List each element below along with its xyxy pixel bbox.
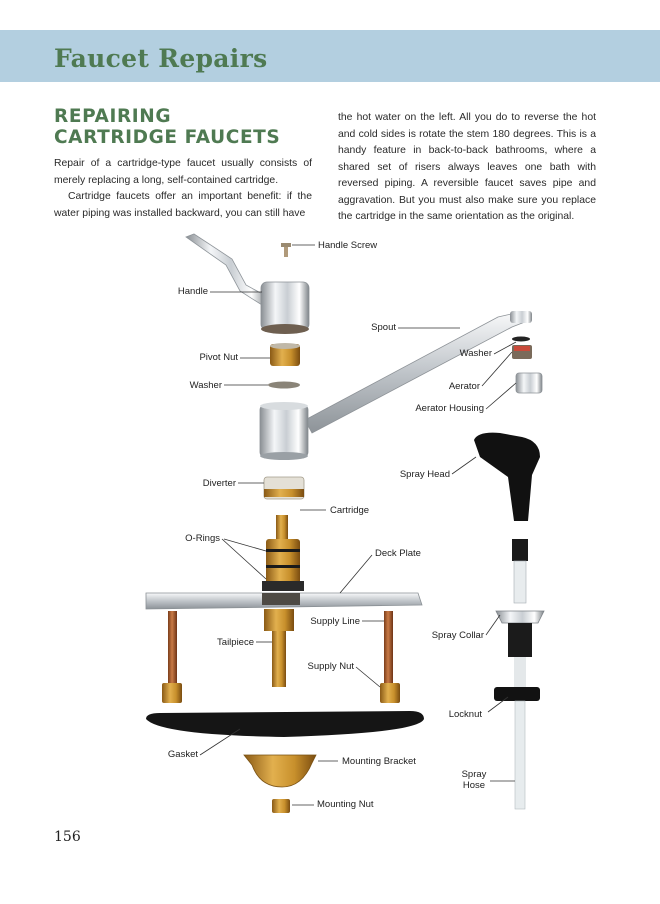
label-mounting-nut: Mounting Nut — [317, 799, 374, 810]
label-washer-right: Washer — [459, 348, 492, 359]
body-paragraph-2-start: Cartridge faucets offer an important benefit: if the water piping was installed backward, you can still have — [54, 191, 312, 219]
gasket-part — [146, 711, 424, 737]
aerator-part — [512, 345, 532, 359]
label-mounting-bracket: Mounting Bracket — [342, 756, 416, 767]
section-heading — [54, 106, 280, 148]
mounting-nut-part — [272, 799, 290, 813]
faucet-parts-illustration — [0, 225, 660, 825]
body-column-right — [338, 110, 596, 226]
label-gasket: Gasket — [167, 749, 198, 760]
label-aerator: Aerator — [448, 381, 480, 392]
label-washer-left: Washer — [189, 380, 222, 391]
label-spout: Spout — [371, 322, 396, 333]
label-cartridge: Cartridge — [330, 505, 370, 516]
label-spray-head: Spray Head — [399, 469, 450, 480]
section-heading-line2: CARTRIDGE FAUCETS — [54, 127, 281, 148]
mounting-bracket-part — [244, 755, 316, 787]
chapter-title: Faucet Repairs — [54, 44, 268, 73]
label-supply-nut: Supply Nut — [307, 661, 354, 672]
body-column-left — [54, 156, 312, 222]
label-pivot-nut: Pivot Nut — [199, 352, 238, 363]
tailpiece-part — [264, 609, 294, 687]
exploded-faucet-diagram — [0, 225, 660, 825]
label-o-rings: O-Rings — [185, 533, 220, 544]
section-heading-line1: REPAIRING — [54, 106, 172, 127]
handle-screw-part — [281, 243, 291, 257]
page-number: 156 — [54, 829, 81, 845]
label-spray-collar: Spray Collar — [431, 630, 484, 641]
body-paragraph-2-end: the hot water on the left. All you do to reverse the hot and cold sides is rotate the stem 180 degrees. This is a handy feature in back-to-back bathrooms, where a shared set of risers always leaves one bath with reversed piping. A reversible faucet saves pipe and aggravation. But you must also make sure you replace the cartridge in the same orientation as the original. — [338, 112, 596, 222]
cartridge-part — [262, 515, 304, 591]
label-handle-screw: Handle Screw — [318, 240, 378, 251]
label-aerator-housing: Aerator Housing — [415, 403, 484, 414]
spray-head-part — [474, 433, 540, 521]
pivot-nut-part — [270, 343, 300, 366]
label-spray-hose: Spray Hose — [461, 769, 487, 791]
spray-assembly-part — [494, 539, 544, 809]
washer-left-part — [268, 382, 300, 389]
diverter-part — [264, 477, 304, 499]
handle-part — [186, 234, 309, 334]
label-diverter: Diverter — [202, 478, 236, 489]
label-supply-line: Supply Line — [310, 616, 360, 627]
body-paragraph-1: Repair of a cartridge-type faucet usually consists of merely replacing a long, self-contained cartridge. — [54, 158, 312, 186]
label-tailpiece: Tailpiece — [217, 637, 254, 648]
washer-right-part — [512, 337, 530, 342]
aerator-housing-part — [516, 373, 542, 393]
label-handle: Handle — [177, 286, 208, 297]
deck-plate-part — [146, 593, 422, 609]
label-deck-plate: Deck Plate — [375, 548, 421, 559]
label-locknut: Locknut — [448, 709, 482, 720]
